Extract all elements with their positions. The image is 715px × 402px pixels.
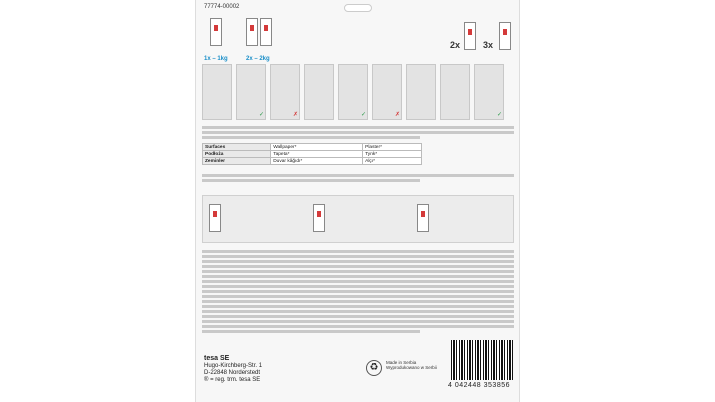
step-6	[372, 64, 402, 120]
recycling-note	[386, 360, 441, 370]
nail-icon	[209, 204, 221, 232]
nail-icon	[464, 22, 476, 50]
hang-hole	[344, 4, 372, 12]
wallpaper-cell-tr: Duvar kâğıdı*	[271, 158, 363, 165]
step-1	[202, 64, 232, 120]
row-label-pl: Podłoża	[203, 151, 271, 158]
wallpaper-cell-pl: Tapeta*	[271, 151, 363, 158]
nail-icon	[499, 22, 511, 50]
product-backing-card	[195, 0, 520, 402]
plaster-cell: Plaster*	[363, 144, 422, 151]
recycle-icon: ♻	[366, 360, 382, 376]
company-city: D-22848 Norderstedt	[204, 370, 261, 376]
nail-icon	[260, 18, 272, 46]
surfaces-header: Surfaces	[203, 144, 271, 151]
company-name: tesa SE	[204, 355, 230, 362]
plaster-cell-tr: Alçı*	[363, 158, 422, 165]
product-code: 77774-00002	[204, 4, 240, 10]
load-label-1: 1x – 1kg	[204, 56, 228, 62]
multiplier-2x: 2x	[450, 40, 461, 50]
barcode	[451, 340, 513, 380]
origin-label-pl: Wyprodukowano w Serbii	[386, 365, 437, 370]
nail-icon	[246, 18, 258, 46]
nail-icon	[417, 204, 429, 232]
instruction-text-block	[202, 124, 514, 141]
step-8	[440, 64, 470, 120]
nail-icon	[210, 18, 222, 46]
wallpaper-cell: Wallpaper*	[271, 144, 363, 151]
step-4	[304, 64, 334, 120]
step-2	[236, 64, 266, 120]
multilingual-text-block	[202, 248, 514, 335]
row-label-tr: Zeminler	[203, 158, 271, 165]
barcode-digits: 4 042448 353856	[448, 382, 510, 389]
step-3	[270, 64, 300, 120]
nail-icon	[313, 204, 325, 232]
plaster-cell-pl: Tynk*	[363, 151, 422, 158]
step-7	[406, 64, 436, 120]
company-street: Hugo-Kirchberg-Str. 1	[204, 363, 263, 369]
company-trademark: ® = reg. trm. tesa SE	[204, 377, 261, 383]
surfaces-table	[202, 143, 422, 165]
multiplier-3x: 3x	[483, 40, 494, 50]
feature-panel	[202, 195, 514, 243]
company-address	[204, 355, 262, 384]
origin-label: Made in Serbia	[386, 360, 417, 365]
step-9	[474, 64, 504, 120]
load-label-2: 2x – 2kg	[246, 56, 270, 62]
body-text-block	[202, 172, 514, 184]
step-5	[338, 64, 368, 120]
